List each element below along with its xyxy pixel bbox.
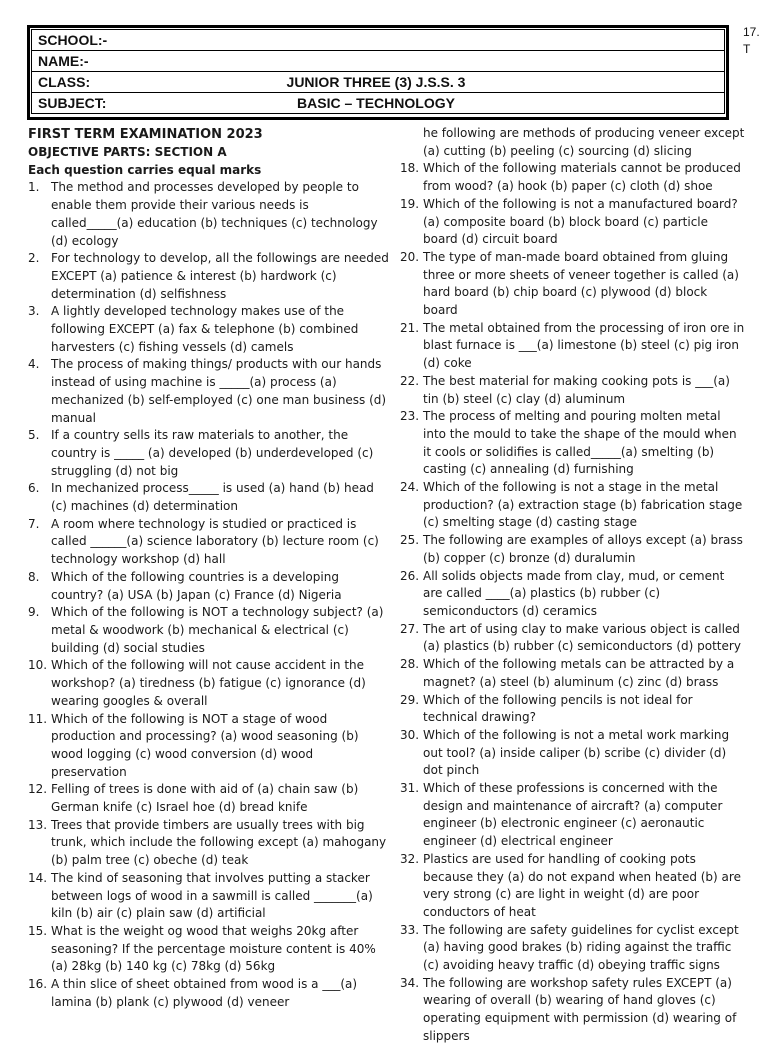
question-item bbox=[28, 923, 392, 976]
question-item bbox=[400, 196, 745, 249]
question-text: Which of the following pencils is not ideal for technical drawing? bbox=[423, 692, 693, 725]
question-text: Which of these professions is concerned with the design and maintenance of aircraft? (a) computer engineer (b) electronic engineer (c) aeronautic engineer (d) electrical engineer bbox=[423, 781, 723, 849]
question-item bbox=[400, 851, 745, 922]
question-number: 10. bbox=[28, 658, 48, 673]
question-item bbox=[400, 656, 745, 691]
question-number: 26. bbox=[400, 568, 420, 583]
question-number: 30. bbox=[400, 727, 420, 742]
question-text: Which of the following will not cause accident in the workshop? (a) tiredness (b) fatigue (c) ignorance (d) wearing googles & overall bbox=[51, 658, 366, 708]
question-text: Felling of trees is done with aid of (a) chain saw (b) German knife (c) Israel hoe (d) bread knife bbox=[51, 782, 359, 815]
question-text: Which of the following is not a metal work marking out tool? (a) inside caliper (b) scribe (c) divider (d) dot pinch bbox=[423, 727, 730, 778]
question-item bbox=[400, 621, 745, 656]
question-text: Which of the following materials cannot be produced from wood? (a) hook (b) paper (c) cloth (d) shoe bbox=[423, 161, 741, 194]
question-item bbox=[28, 569, 392, 604]
question-number: 22. bbox=[400, 373, 420, 388]
question-number: 3. bbox=[28, 304, 40, 319]
question-number: 11. bbox=[28, 711, 48, 726]
question-number: 31. bbox=[400, 781, 420, 796]
question-text: If a country sells its raw materials to another, the country is _____ (a) developed (b) underdeveloped (c) struggling (d) not big bbox=[51, 428, 374, 478]
question-text: Trees that provide timbers are usually trees with big trunk, which include the following except (a) mahogany (b) palm tree (c) obeche (d) teak bbox=[51, 817, 387, 868]
question-item bbox=[400, 692, 745, 727]
continued-question-text: he following are methods of producing veneer except (a) cutting (b) peeling (c) sourcing (d) slicing bbox=[423, 126, 745, 158]
question-number: 19. bbox=[400, 196, 420, 211]
school-label: SCHOOL:- bbox=[38, 32, 108, 48]
question-item bbox=[400, 160, 745, 195]
header-cell bbox=[32, 72, 725, 93]
question-text: Which of the following is NOT a technology subject? (a) metal & woodwork (b) mechanical & electrical (c) building (d) social studies bbox=[51, 605, 384, 655]
question-number: 2. bbox=[28, 251, 40, 266]
question-item bbox=[28, 657, 392, 710]
question-item bbox=[400, 780, 745, 851]
question-item bbox=[28, 179, 392, 250]
instruction-text: Each question carries equal marks bbox=[28, 162, 262, 177]
question-item bbox=[28, 870, 392, 923]
question-number: 4. bbox=[28, 357, 40, 372]
class-value: JUNIOR THREE (3) J.S.S. 3 bbox=[286, 74, 466, 90]
question-item bbox=[400, 320, 745, 373]
question-number: 28. bbox=[400, 657, 420, 672]
question-item bbox=[400, 249, 745, 320]
header-row-name bbox=[32, 51, 725, 72]
question-text: Which of the following metals can be attracted by a magnet? (a) steel (b) aluminum (c) zinc (d) brass bbox=[423, 657, 735, 689]
question-number: 14. bbox=[28, 870, 48, 885]
right-column bbox=[400, 125, 745, 1046]
question-number: 8. bbox=[28, 569, 40, 584]
question-number: 15. bbox=[28, 923, 48, 938]
question-number: 5. bbox=[28, 428, 40, 443]
question-text: For technology to develop, all the followings are needed EXCEPT (a) patience & interest (b) hardwork (c) determination (d) selfishness bbox=[51, 251, 389, 301]
question-item bbox=[28, 516, 392, 569]
question-item bbox=[28, 604, 392, 657]
question-number: 18. bbox=[400, 161, 420, 176]
question-text: The following are examples of alloys except (a) brass (b) copper (c) bronze (d) duralumin bbox=[423, 533, 743, 565]
header-cell bbox=[32, 93, 725, 114]
question-number: 25. bbox=[400, 533, 420, 548]
question-text: The following are safety guidelines for cyclist except (a) having good brakes (b) riding against the traffic (c) avoiding heavy traffic (d) obeying traffic signs bbox=[423, 922, 739, 973]
name-label: NAME:- bbox=[38, 53, 89, 69]
question-number: 20. bbox=[400, 249, 420, 264]
question-text: The process of melting and pouring molten metal into the mould to take the shape of the mould when it cools or solidifies is called_____(a) smelting (b) casting (c) annealing (d) furnishing bbox=[423, 409, 737, 477]
section-title: OBJECTIVE PARTS: SECTION A bbox=[28, 145, 227, 159]
question-item bbox=[28, 427, 392, 480]
header-row-school bbox=[32, 30, 725, 51]
question-text: The art of using clay to make various object is called (a) plastics (b) rubber (c) semiconductors (d) pottery bbox=[423, 621, 741, 654]
question-number: 16. bbox=[28, 977, 48, 992]
left-column bbox=[28, 125, 392, 1011]
header-cell bbox=[32, 30, 725, 51]
question-text: What is the weight og wood that weighs 20kg after seasoning? If the percentage moisture content is 40% (a) 28kg (b) 140 kg (c) 78kg (d) 56kg bbox=[51, 923, 376, 974]
question-number: 6. bbox=[28, 481, 40, 496]
subject-label: SUBJECT: bbox=[38, 95, 107, 111]
question-text: The method and processes developed by people to enable them provide their various needs is called_____(a) education (b) techniques (c) technology (d) ecology bbox=[51, 180, 378, 248]
question-item bbox=[28, 711, 392, 782]
question-text: Which of the following countries is a developing country? (a) USA (b) Japan (c) France (d) Nigeria bbox=[51, 569, 342, 602]
question-item bbox=[400, 373, 745, 408]
question-item bbox=[28, 480, 392, 515]
question-number: 12. bbox=[28, 782, 48, 797]
question-text: A lightly developed technology makes use of the following EXCEPT (a) fax & telephone (b) combined harvesters (c) fishing vessels (d) camels bbox=[51, 304, 359, 354]
question-text: A room where technology is studied or practiced is called ______(a) science laboratory (b) lecture room (c) technology workshop (d) hall bbox=[51, 516, 379, 567]
header-cell bbox=[32, 51, 725, 72]
question-text: The best material for making cooking pots is ___(a) tin (b) steel (c) clay (d) aluminum bbox=[423, 373, 730, 406]
question-list-left bbox=[28, 179, 392, 1011]
question-item bbox=[28, 976, 392, 1011]
question-text: A thin slice of sheet obtained from wood is a ___(a) lamina (b) plank (c) plywood (d) veneer bbox=[51, 977, 358, 1009]
question-text: In mechanized process_____ is used (a) hand (b) head (c) machines (d) determination bbox=[51, 481, 374, 514]
page-corner-note: 17. T bbox=[743, 25, 760, 56]
question-text: The process of making things/ products with our hands instead of using machine is _____(a) process (a) mechanized (b) self-employed (c) one man business (d) manual bbox=[51, 357, 387, 425]
question-text: The kind of seasoning that involves putting a stacker between logs of wood in a sawmill is called _______(a) kiln (b) air (c) plain saw (d) artificial bbox=[51, 870, 373, 921]
header-row-class bbox=[32, 72, 725, 93]
question-number: 1. bbox=[28, 180, 40, 195]
question-item bbox=[28, 781, 392, 816]
question-number: 23. bbox=[400, 409, 420, 424]
question-number: 21. bbox=[400, 320, 420, 335]
exam-title: FIRST TERM EXAMINATION 2023 bbox=[28, 127, 263, 142]
question-item bbox=[400, 922, 745, 975]
question-text: The metal obtained from the processing of iron ore in blast furnace is ___(a) limestone (b) steel (c) pig iron (d) coke bbox=[423, 320, 745, 371]
question-item bbox=[400, 975, 745, 1046]
question-number: 33. bbox=[400, 922, 420, 937]
question-text: The following are workshop safety rules EXCEPT (a) wearing of overall (b) wearing of hand gloves (c) operating equipment with permission (d) wearing of slippers bbox=[423, 975, 737, 1043]
question-text: Which of the following is NOT a stage of wood production and processing? (a) wood seasoning (b) wood logging (c) wood conversion (d) wood preservation bbox=[51, 711, 359, 779]
question-number: 34. bbox=[400, 975, 420, 990]
question-item bbox=[400, 727, 745, 780]
question-text: Plastics are used for handling of cooking pots because they (a) do not expand when heated (b) are very strong (c) are light in weight (d) are poor conductors of heat bbox=[423, 851, 741, 919]
question-text: Which of the following is not a stage in the metal production? (a) extraction stage (b) fabrication stage (c) smelting stage (d) casting stage bbox=[423, 480, 743, 530]
question-number: 24. bbox=[400, 480, 420, 495]
subject-value: BASIC – TECHNOLOGY bbox=[297, 95, 455, 111]
question-text: Which of the following is not a manufactured board? (a) composite board (b) block board (c) particle board (d) circuit board bbox=[423, 196, 738, 247]
question-text: All solids objects made from clay, mud, or cement are called ____(a) plastics (b) rubber (c) semiconductors (d) ceramics bbox=[423, 568, 725, 618]
question-list-right bbox=[400, 160, 745, 1045]
question-item bbox=[400, 568, 745, 621]
question-item bbox=[28, 817, 392, 870]
question-number: 29. bbox=[400, 692, 420, 707]
header-row-subject bbox=[32, 93, 725, 114]
question-item bbox=[28, 250, 392, 303]
header-table bbox=[31, 29, 725, 114]
question-number: 13. bbox=[28, 817, 48, 832]
class-label: CLASS: bbox=[38, 74, 91, 90]
question-number: 7. bbox=[28, 516, 40, 531]
question-text: The type of man-made board obtained from gluing three or more sheets of veneer together is called (a) hard board (b) chip board (c) plywood (d) block board bbox=[423, 249, 739, 318]
question-item bbox=[400, 532, 745, 567]
question-number: 9. bbox=[28, 605, 40, 620]
question-item bbox=[400, 408, 745, 479]
question-number: 27. bbox=[400, 621, 420, 636]
question-item bbox=[28, 356, 392, 427]
question-number: 32. bbox=[400, 851, 420, 866]
question-item bbox=[28, 303, 392, 356]
question-item bbox=[400, 479, 745, 532]
